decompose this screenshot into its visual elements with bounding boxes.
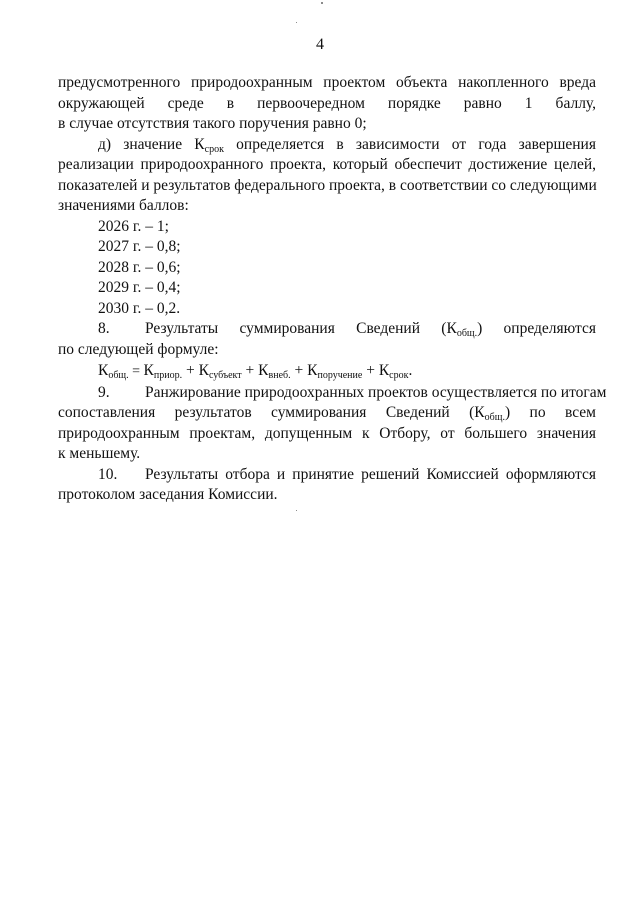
subscript: внеб. — [268, 370, 291, 381]
text-line: показателей и результатов федерального проекта, в соответствии со следующими — [58, 176, 597, 194]
formula-operator: = — [128, 364, 144, 379]
formula — [58, 361, 596, 383]
formula-term: К — [143, 362, 154, 379]
text-line: протоколом заседания Комиссии. — [58, 486, 278, 503]
subscript: приор. — [153, 370, 183, 381]
text-fragment: д) значение К — [98, 135, 205, 153]
text-line — [58, 319, 596, 340]
text-line: к меньшему. — [58, 445, 141, 462]
formula-term: К — [198, 362, 209, 379]
score-item: 2027 г. – 0,8; — [98, 238, 181, 255]
paragraph-9 — [58, 383, 607, 465]
subscript: общ. — [456, 328, 478, 339]
score-item: 2028 г. – 0,6; — [98, 258, 181, 276]
text-line — [58, 465, 596, 486]
text-fragment: сопоставления результатов суммирования Сведений (К — [58, 404, 485, 421]
text-line: в случае отсутствия такого поручения равно 0; — [58, 115, 367, 132]
subscript: субъект — [208, 370, 242, 381]
formula-terminator: . — [408, 362, 413, 379]
text-fragment: Результаты отбора и принятие решений Комиссией оформляются — [145, 465, 596, 483]
paragraph-8 — [58, 319, 596, 360]
formula-operator: + — [241, 362, 259, 379]
text-line: природоохранным проектам, допущенным к Отбору, от большего значения — [58, 424, 596, 442]
text-line: реализации природоохранного проекта, который обеспечит достижение целей, — [58, 156, 596, 173]
text-line — [58, 135, 596, 156]
score-item: 2026 г. – 1; — [98, 217, 169, 235]
paragraph-number: 9. — [98, 383, 110, 401]
paragraph-d — [58, 135, 596, 217]
text-line — [58, 403, 596, 424]
formula-term: К — [258, 362, 269, 379]
subscript: общ. — [484, 412, 505, 423]
text-line: значениями баллов: — [58, 197, 189, 214]
text-fragment: Результаты суммирования Сведений (К — [145, 320, 457, 337]
scan-speck — [296, 510, 297, 511]
page-number: 4 — [316, 36, 324, 53]
formula-operator: + — [362, 362, 379, 379]
score-item: 2029 г. – 0,4; — [98, 279, 181, 296]
formula-operator: + — [290, 362, 308, 379]
subscript: общ. — [108, 370, 129, 381]
scan-speck — [296, 22, 297, 23]
formula-term: К — [98, 362, 109, 379]
formula-term: К — [378, 362, 390, 379]
text-fragment: ) определяются — [477, 320, 597, 337]
subscript: срок — [389, 370, 409, 381]
score-item: 2030 г. – 0,2. — [98, 299, 181, 317]
paragraph-c-continuation — [58, 73, 596, 135]
text-line — [58, 383, 607, 404]
text-fragment: определяется в зависимости от года завершения — [223, 135, 596, 153]
text-fragment: Ранжирование природоохранных проектов осуществляется по итогам — [145, 383, 607, 401]
formula-term: К — [307, 362, 318, 379]
paragraph-10 — [58, 465, 596, 506]
scan-speck — [321, 2, 323, 4]
text-line: предусмотренного природоохранным проектом объекта накопленного вреда — [58, 74, 596, 91]
score-list — [58, 217, 596, 320]
formula-operator: + — [182, 362, 199, 379]
subscript: срок — [204, 143, 224, 155]
document-body — [58, 73, 607, 506]
paragraph-number: 8. — [98, 320, 110, 337]
text-line: окружающей среде в первоочередном порядке равно 1 баллу, — [58, 94, 596, 112]
text-fragment: ) по всем — [504, 404, 596, 421]
paragraph-number: 10. — [98, 465, 118, 483]
subscript: поручение — [317, 370, 363, 381]
text-line: по следующей формуле: — [58, 340, 219, 358]
